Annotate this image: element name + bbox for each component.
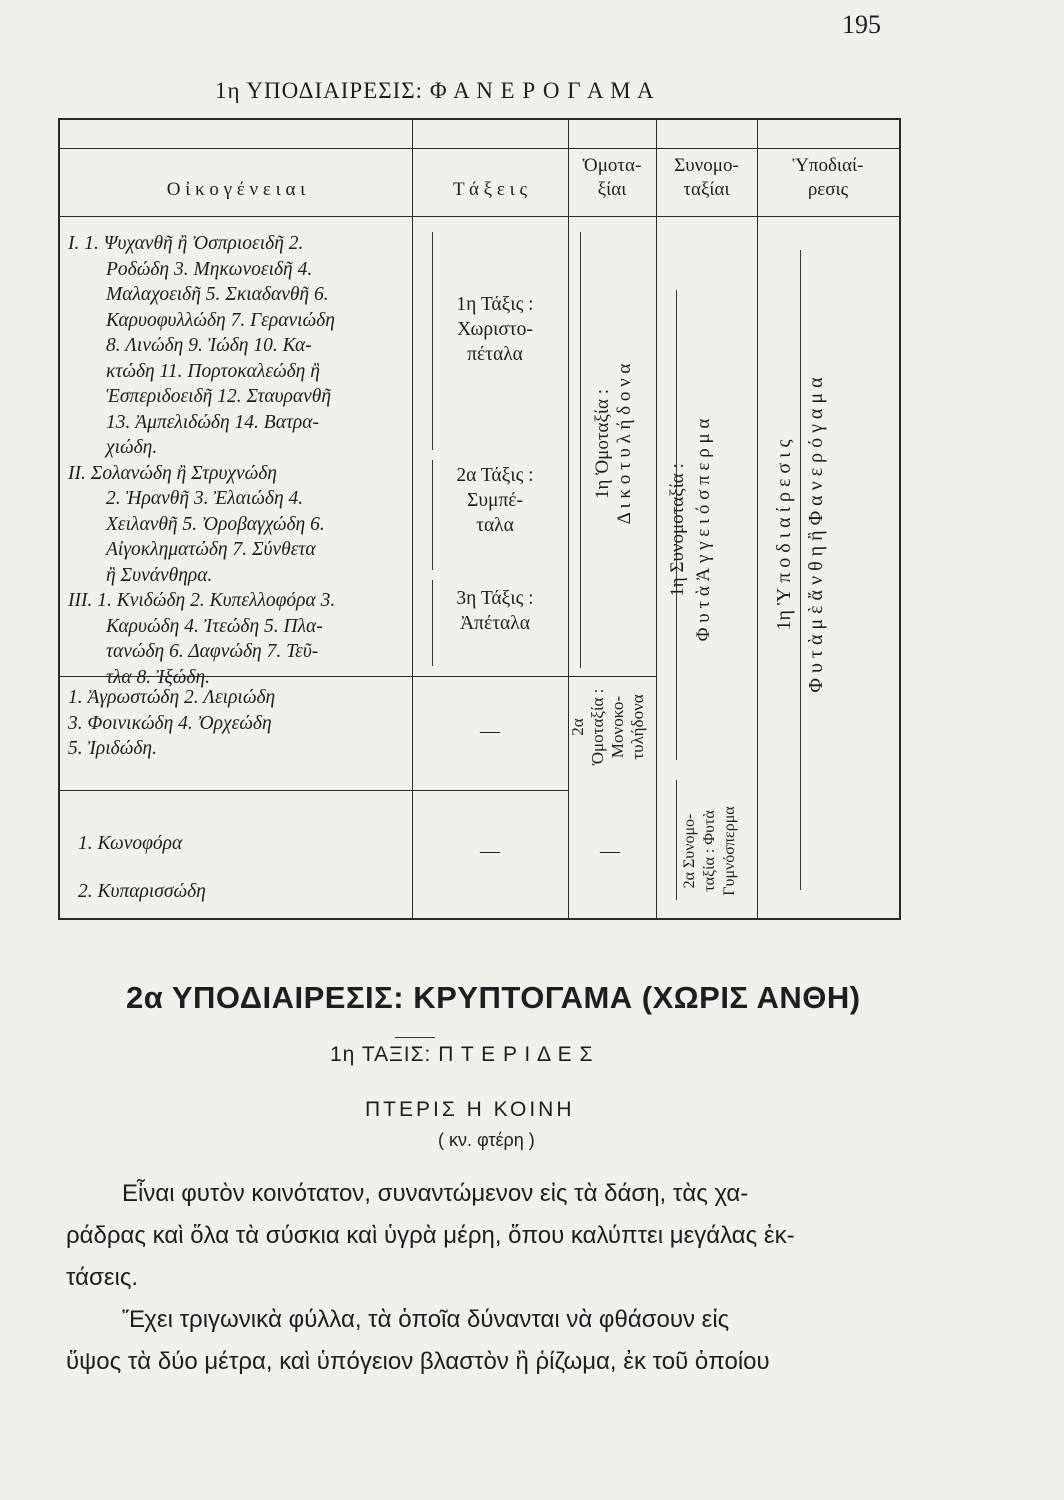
series1-name: Φ υ τ ὰ Ἀ γ γ ε ι ό σ π ε ρ μ α xyxy=(693,418,714,642)
body-line: ὕψος τὰ δύο μέτρα, καὶ ὑπόγειον βλαστὸν ἢ ῥίζωμα, ἐκ τοῦ ὁποίου xyxy=(66,1348,770,1375)
family-line: I. 1. Ψυχανθῆ ἢ Ὀσπριοειδῆ 2. xyxy=(68,233,304,254)
family-line: 2. Ἠρανθῆ 3. Ἐλαιώδη 4. xyxy=(106,488,304,509)
classes-dash: — xyxy=(600,840,620,862)
family-line: Χειλανθῆ 5. Ὀροβαγχώδη 6. xyxy=(106,513,325,535)
column-divider xyxy=(656,120,657,918)
family-line: 2. Κυπαρισσώδη xyxy=(78,881,206,902)
families-group1 xyxy=(68,231,408,690)
class-bracket xyxy=(580,232,581,668)
page-number: 195 xyxy=(842,10,881,39)
classification-table xyxy=(58,118,901,920)
header-series xyxy=(656,154,757,202)
section2-title: 2α ΥΠΟΔΙΑΙΡΕΣΙΣ: ΚΡΥΠΤΟΓΑΜΑ (ΧΩΡΙΣ ΑΝΘΗ) xyxy=(126,980,861,1015)
class2-name: Μονοκο- xyxy=(608,695,627,759)
header-orders: Τ ά ξ ε ι ς xyxy=(452,179,528,200)
order-title: 1η ΤΑΞΙΣ: Π Τ Ε Ρ Ι Δ Ε Σ xyxy=(330,1043,594,1066)
orders-dash: — xyxy=(480,840,500,862)
order-2-label: 2α Τάξις : xyxy=(456,465,534,486)
column-divider xyxy=(568,120,569,918)
families-group2 xyxy=(68,685,408,762)
family-line: κτώδη 11. Πορτοκαλεώδη ἢ xyxy=(106,360,320,382)
family-line: Ροδώδη 3. Μηκωνοειδῆ 4. xyxy=(106,258,313,280)
series-bracket xyxy=(676,780,677,900)
order-3 xyxy=(440,586,550,636)
family-line: 13. Ἀμπελιδώδη 14. Βατρα- xyxy=(106,411,320,433)
body-line: Ἔχει τριγωνικὰ φύλλα, τὰ ὁποῖα δύνανται νὰ φθάσουν εἰς xyxy=(122,1306,730,1333)
order-3-label: 3η Τάξις : xyxy=(456,588,534,609)
header-subdivisions-line1: Ὑποδιαί- xyxy=(792,155,864,176)
body-line: Εἶναι φυτὸν κοινότατον, συναντώμενον εἰς τὰ δάση, τὰς χα- xyxy=(122,1180,749,1207)
order-1-name: Χωριστο- xyxy=(457,319,533,340)
header-subdivisions xyxy=(757,154,899,202)
series2-label: 2α Συνομο- xyxy=(681,813,698,889)
header-bottom-rule xyxy=(60,216,899,217)
family-line: Ἑσπεριδοειδῆ 12. Σταυρανθῆ xyxy=(106,386,332,407)
class1-name: Δ ι κ ο τ υ λ ή δ ο ν α xyxy=(614,363,635,525)
family-line: τλα 8. Ἰξώδη. xyxy=(106,666,211,688)
family-line: ἢ Συνάνθηρα. xyxy=(106,564,213,586)
class2-label: 2α xyxy=(568,718,587,736)
series2-name: Γυμνόσπερμα xyxy=(721,806,738,896)
family-line: 8. Λινώδη 9. Ἰώδη 10. Κα- xyxy=(106,335,312,356)
body-line: τάσεις. xyxy=(66,1264,139,1291)
header-classes-line1: Ὁμοτα- xyxy=(582,155,642,176)
family-line: Καρυοφυλλώδη 7. Γερανιώδη xyxy=(106,309,335,331)
order-bracket xyxy=(432,460,433,570)
orders-dash: — xyxy=(480,720,500,742)
species-title: ΠΤΕΡΙΣ Η ΚΟΙΝΗ xyxy=(365,1098,575,1121)
header-classes xyxy=(568,154,656,202)
order-2 xyxy=(440,463,550,538)
order-3-name: Ἀπέταλα xyxy=(460,613,530,634)
order-1-name-cont: πέταλα xyxy=(467,344,523,365)
order-2-name: Συμπέ- xyxy=(467,490,523,511)
family-line: 3. Φοινικώδη 4. Ὀρχεώδη xyxy=(68,712,272,734)
family-line: 1. Κωνοφόρα xyxy=(78,833,183,854)
order-2-name-cont: ταλα xyxy=(476,515,514,536)
column-divider xyxy=(757,120,758,918)
class1-label: 1η Ὁμοταξία : xyxy=(592,388,613,500)
family-line: III. 1. Κνιδώδη 2. Κυπελλοφόρα 3. xyxy=(68,590,336,611)
order-bracket xyxy=(432,232,433,450)
header-families: Ο ἰ κ ο γ έ ν ε ι α ι xyxy=(166,179,306,200)
header-series-line2: ταξίαι xyxy=(683,179,730,200)
header-series-line1: Συνομο- xyxy=(674,155,739,176)
header-top-rule xyxy=(60,148,899,149)
order-1 xyxy=(440,292,550,367)
family-line: Καρυώδη 4. Ἰτεώδη 5. Πλα- xyxy=(106,615,323,637)
series1-label: 1η Συνομοταξία : xyxy=(667,463,688,597)
row-divider xyxy=(60,790,568,791)
header-subdivisions-line2: ρεσις xyxy=(807,179,849,200)
family-line: Μαλαχοειδῆ 5. Σκιαδανθῆ 6. xyxy=(106,284,329,305)
family-line: Αἰγοκληματώδη 7. Σύνθετα xyxy=(106,539,316,560)
series2-label-cont: ταξία : Φυτὰ xyxy=(701,810,718,892)
class2-label-cont: Ὁμοταξία : xyxy=(588,688,607,766)
families-group3 xyxy=(68,820,408,916)
section1-title: 1η ΥΠΟΔΙΑΙΡΕΣΙΣ: Φ Α Ν Ε Ρ Ο Γ Α Μ Α xyxy=(215,78,655,103)
class2-name-cont: τυλήδονα xyxy=(628,694,647,760)
family-line: 5. Ἰριδώδη. xyxy=(68,738,157,759)
header-classes-line2: ξίαι xyxy=(597,179,627,200)
order-bracket xyxy=(432,580,433,666)
family-line: τανώδη 6. Δαφνώδη 7. Τεῦ- xyxy=(106,641,319,662)
family-line: II. Σολανώδη ἢ Στρυχνώδη xyxy=(68,462,277,484)
subdivision-name: Φ υ τ ὰ μ ὲ ἄ ν θ η ἢ Φ α ν ε ρ ό γ α μ α xyxy=(805,377,827,693)
column-divider xyxy=(412,120,413,918)
order-1-label: 1η Τάξις : xyxy=(456,294,534,315)
family-line: χιώδη. xyxy=(106,437,158,458)
section2-rule xyxy=(395,1037,435,1038)
subdivision-label: 1η Ὑ π ο δ ι α ί ρ ε σ ι ς xyxy=(773,439,795,631)
common-name: ( κν. φτέρη ) xyxy=(438,1130,535,1150)
body-line: ράδρας καὶ ὅλα τὰ σύσκια καὶ ὑγρὰ μέρη, ὅπου καλύπτει μεγάλας ἐκ- xyxy=(66,1222,795,1249)
family-line: 1. Ἀγρωστώδη 2. Λειριώδη xyxy=(68,687,276,708)
